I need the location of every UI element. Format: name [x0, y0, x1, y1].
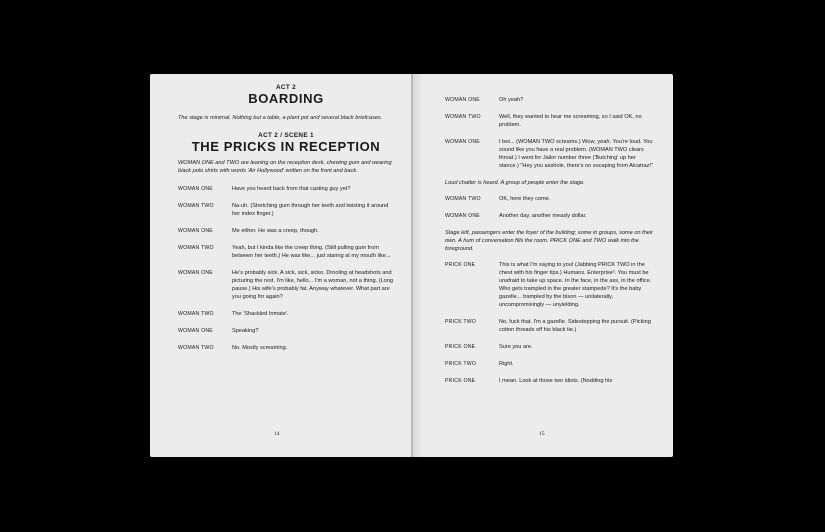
speaker: WOMAN ONE	[178, 328, 213, 334]
dialogue-line	[178, 227, 394, 235]
speaker: WOMAN ONE	[178, 186, 213, 192]
speech: Sure you are.	[499, 344, 533, 350]
speech: No, fuck that. I'm a gazelle. Sidestepping the pursuit. (Picking cotton threads off his black tie.)	[499, 319, 651, 333]
speaker: PRICK TWO	[445, 319, 477, 325]
dialogue-line	[445, 343, 655, 351]
dialogue-line	[178, 244, 394, 260]
dialogue-line	[445, 261, 655, 309]
speaker: WOMAN ONE	[445, 213, 480, 219]
speech: No. Mostly screaming.	[232, 345, 288, 351]
speech: Speaking?	[232, 328, 259, 334]
speaker: PRICK ONE	[445, 262, 476, 268]
stage-direction: Stage left, passengers enter the foyer of the building; some in groups, some on their own. A hum of conversation fills the room. PRICK ONE and TWO walk into the foreground.	[445, 230, 654, 252]
speaker: WOMAN TWO	[178, 345, 214, 351]
scene-stage-direction: WOMAN ONE and TWO are leaning on the reception desk, chewing gum and wearing black polo shirts with words 'Air Hollywood' written on the front and back.	[178, 160, 392, 174]
speaker: WOMAN TWO	[178, 203, 214, 209]
dialogue-line	[178, 269, 394, 301]
speech: I mean. Look at those two idiots. (Nodding his	[499, 378, 613, 384]
dialogue-line	[178, 344, 394, 352]
act-stage-direction: The stage is minimal. Nothing but a table, a plant pot and several black briefcases.	[178, 115, 383, 121]
speaker: WOMAN ONE	[445, 97, 480, 103]
dialogue-line	[445, 138, 655, 170]
speech: Yeah, but I kinda like the creep thing. (Still pulling gum from between her teeth.) He was like... just staring at my mouth like...	[232, 245, 391, 259]
speech: Right.	[499, 361, 514, 367]
page-number: 15	[539, 431, 545, 437]
speech: Me either. He was a creep, though.	[232, 228, 319, 234]
speech: Na-uh. (Stretching gum through her teeth and twisting it around her index finger.)	[232, 203, 389, 217]
dialogue-line	[445, 360, 655, 368]
scene-title: THE PRICKS IN RECEPTION	[191, 139, 381, 154]
dialogue-line	[445, 212, 655, 220]
speech: The 'Shackled Inmate'.	[232, 311, 289, 317]
speech: I bet... (WOMAN TWO screams.) Wow, yeah. You're loud. You sound like you have a real problem. (WOMAN TWO clears throat.) I went for Jailor number three ('Butching' up her stance.) "Hey you asshole, there's no escaping from Alcatraz!"	[499, 139, 653, 169]
speech: Another day, another measly dollar.	[499, 213, 587, 219]
speech: Have you heard back from that casting guy yet?	[232, 186, 351, 192]
act-label: ACT 2	[276, 84, 296, 91]
dialogue-line	[178, 327, 394, 335]
speaker: PRICK ONE	[445, 344, 476, 350]
scene-label: ACT 2 / SCENE 1	[258, 132, 314, 139]
speaker: WOMAN ONE	[445, 139, 480, 145]
speaker: PRICK ONE	[445, 378, 476, 384]
speech: He's probably sick. A sick, sick, sicko. Drooling at headshots and picturing the rest. I'm like, hello... I'm a woman, not a thing. (Long pause.) His wife's probably fat. Anyway whatever. What part are you going for again?	[232, 270, 394, 300]
dialogue-line	[445, 377, 655, 385]
speech: OK, here they come.	[499, 196, 551, 202]
speaker: WOMAN TWO	[178, 245, 214, 251]
left-page	[150, 74, 412, 457]
act-title: BOARDING	[248, 91, 324, 106]
dialogue-line	[445, 195, 655, 203]
speaker: WOMAN TWO	[178, 311, 214, 317]
dialogue-line	[445, 318, 655, 334]
right-page	[413, 74, 673, 457]
speaker: WOMAN ONE	[178, 228, 213, 234]
dialogue-line	[178, 310, 394, 318]
left-dialogue	[178, 185, 394, 352]
speaker: WOMAN TWO	[445, 196, 481, 202]
speech: This is what I'm saying to you! (Jabbing PRICK TWO in the chest with his finger tips.) Humans. Enterprise². You must be unafraid to take up space. In the face, in the ass, in the office. Who gets trampled in the greater stampede? It's the baby gazelle... trampled by the bison — unilaterally, uncompromisingly — unyielding.	[499, 262, 652, 308]
page-number: 14	[274, 431, 280, 437]
speaker: WOMAN ONE	[178, 270, 213, 276]
dialogue-line	[178, 202, 394, 218]
stage-direction: Loud chatter is heard. A group of people enter the stage.	[445, 180, 585, 186]
dialogue-line	[178, 185, 394, 193]
speaker: PRICK TWO	[445, 361, 477, 367]
speaker: WOMAN TWO	[445, 114, 481, 120]
dialogue-line	[445, 113, 655, 129]
speech: Well, they wanted to hear me screaming, so I said OK, no problem.	[499, 114, 642, 128]
dialogue-line	[445, 96, 655, 104]
speech: Oh yeah?	[499, 97, 524, 103]
